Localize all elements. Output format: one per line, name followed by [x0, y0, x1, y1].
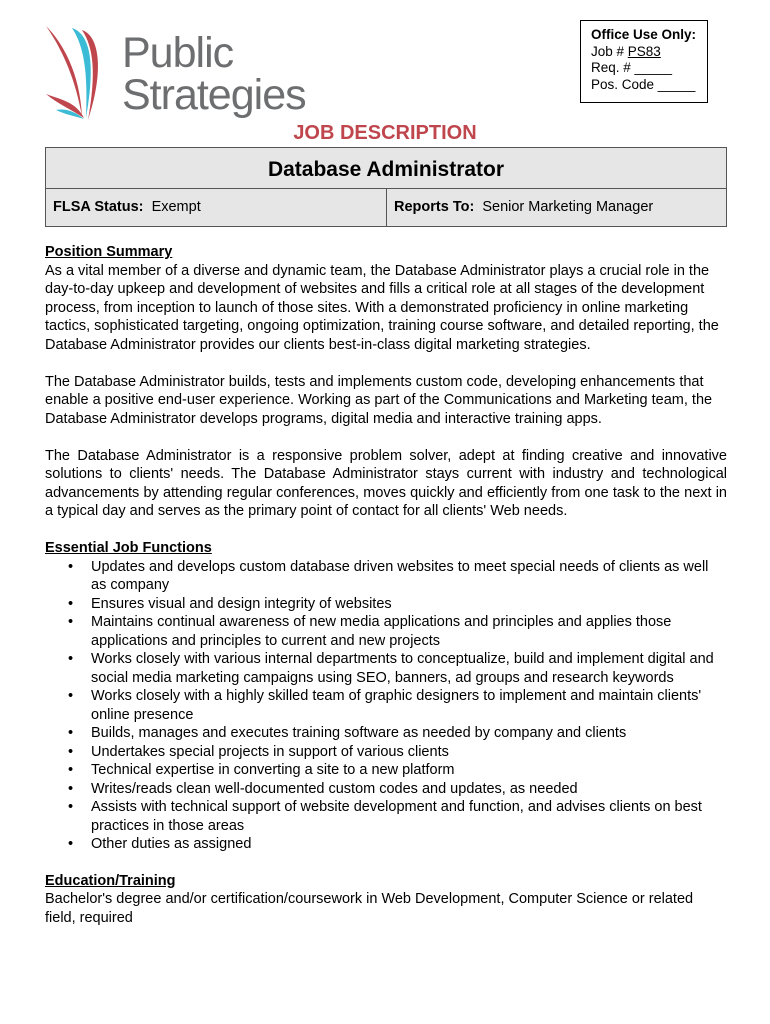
- logo-ribbon-icon: [42, 22, 122, 127]
- list-item-text: Assists with technical support of website development and function, and advises clients on best practices in those areas: [91, 799, 702, 834]
- list-item-text: Other duties as assigned: [91, 836, 252, 852]
- pos-code-field: Pos. Code _____: [591, 76, 696, 92]
- flsa-status-cell: [46, 189, 387, 226]
- list-item: [45, 798, 727, 835]
- flsa-label: FLSA Status:: [53, 199, 144, 215]
- logo-line-2: Strategies: [122, 71, 306, 119]
- job-number-value: PS83: [627, 43, 661, 59]
- bullet-icon: •: [68, 780, 74, 797]
- office-use-box: [580, 20, 708, 103]
- job-title: Database Administrator: [46, 148, 726, 189]
- list-item-text: Technical expertise in converting a site to a new platform: [91, 762, 455, 778]
- list-item-text: Works closely with a highly skilled team of graphic designers to implement and maintain clients' online presence: [91, 688, 702, 723]
- logo-text: [122, 29, 306, 119]
- bullet-icon: •: [68, 725, 74, 741]
- list-item-text: Works closely with various internal departments to conceptualize, build and implement digital and social media marketing campaigns using SEO, banners, ad groups and research keywords: [91, 651, 714, 686]
- bullet-icon: •: [68, 558, 74, 575]
- list-item-text: Undertakes special projects in support of various clients: [91, 743, 449, 760]
- list-item: [45, 743, 727, 762]
- office-use-heading: Office Use Only:: [591, 27, 697, 42]
- list-item-text: Maintains continual awareness of new media applications and principles and applies those applications and principles to current and new projects: [91, 614, 672, 649]
- list-item: [45, 835, 727, 854]
- bullet-icon: •: [68, 799, 74, 815]
- list-item-text: Builds, manages and executes training software as needed by company and clients: [91, 725, 627, 741]
- list-item: [45, 724, 727, 743]
- summary-paragraph: The Database Administrator builds, tests and implements custom code, developing enhancements that enable a positive end-user experience. Working as part of the Communications and Marketing team, the Database Administrator develops programs, digital media and interactive training apps.: [45, 373, 713, 427]
- position-summary-heading: Position Summary: [45, 244, 173, 260]
- bullet-icon: •: [68, 836, 74, 852]
- bullet-icon: •: [68, 762, 74, 778]
- bullet-icon: •: [68, 614, 74, 630]
- list-item: [45, 780, 727, 799]
- list-item: [45, 558, 727, 595]
- summary-paragraph: The Database Administrator is a responsive problem solver, adept at finding creative and innovative solutions to clients' needs. The Database Administrator stays current with industry and technological advancements by attending regular conferences, moves quickly and efficiently from one task to the next in a typical day and serves as the primary point of contact for all clients' Web needs.: [45, 447, 727, 519]
- bullet-icon: •: [68, 651, 74, 667]
- flsa-value: Exempt: [151, 199, 201, 215]
- list-item: [45, 687, 727, 724]
- bullet-icon: •: [68, 595, 74, 612]
- list-item-text: Updates and develops custom database driven websites to meet special needs of clients as well as company: [91, 558, 709, 593]
- document-type-heading: JOB DESCRIPTION: [293, 122, 477, 144]
- document-body: [45, 243, 727, 946]
- reports-to-value: Senior Marketing Manager: [482, 199, 654, 215]
- req-number-field: Req. # _____: [591, 60, 673, 75]
- list-item: [45, 595, 727, 614]
- company-logo: [42, 22, 306, 127]
- education-heading: Education/Training: [45, 872, 176, 889]
- reports-to-label: Reports To:: [394, 199, 475, 215]
- essential-functions-list: [45, 558, 727, 854]
- essential-functions-heading: Essential Job Functions: [45, 540, 212, 556]
- job-header-table: [45, 147, 727, 227]
- logo-line-1: Public: [122, 29, 234, 77]
- bullet-icon: •: [68, 688, 74, 704]
- list-item: [45, 613, 727, 650]
- reports-to-cell: [387, 189, 653, 226]
- job-number-label: Job #: [591, 43, 628, 59]
- education-text: Bachelor's degree and/or certification/coursework in Web Development, Computer Science or related field, required: [45, 891, 694, 926]
- bullet-icon: •: [68, 743, 74, 760]
- list-item: [45, 761, 727, 780]
- summary-paragraph: As a vital member of a diverse and dynamic team, the Database Administrator plays a crucial role in the day-to-day upkeep and development of websites and fills a critical role at all stages of the development process, from inception to launch of those sites. With a demonstrated proficiency in online marketing tactics, sophisticated targeting, ongoing optimization, training course software, and detailed reporting, the Database Administrator provides our clients best-in-class digital marketing strategies.: [45, 262, 719, 353]
- list-item: [45, 650, 727, 687]
- list-item-text: Writes/reads clean well-documented custom codes and updates, as needed: [91, 780, 578, 797]
- list-item-text: Ensures visual and design integrity of websites: [91, 595, 392, 612]
